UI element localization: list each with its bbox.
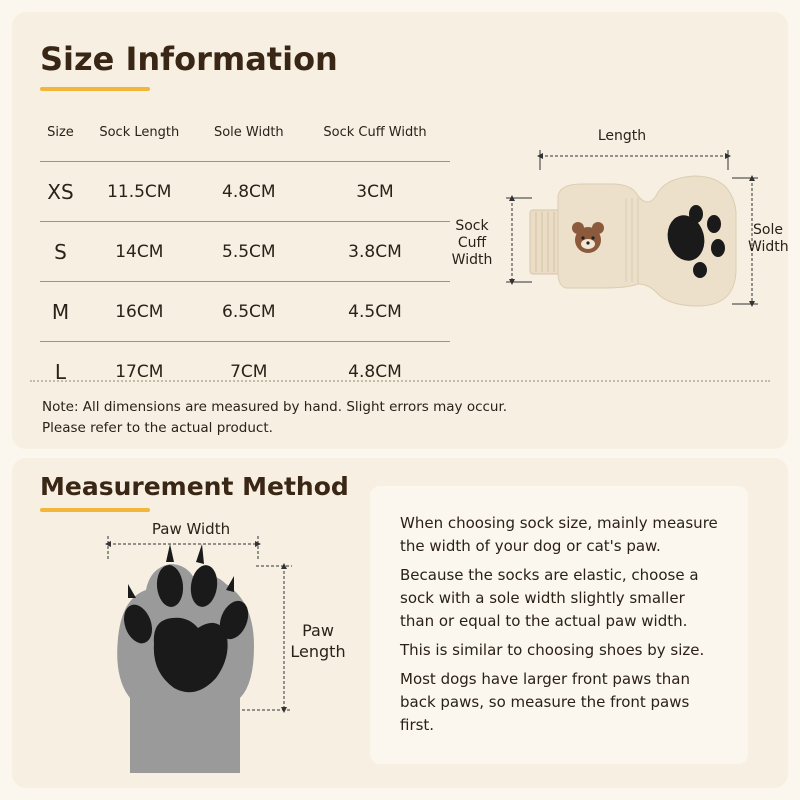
- instruction-paragraph: When choosing sock size, mainly measure the width of your dog or cat's paw.: [400, 514, 718, 555]
- cell-cuff-width: 4.8CM: [348, 361, 402, 382]
- table-row: [40, 162, 450, 222]
- column-header-sock-length: Sock Length: [81, 104, 198, 162]
- size-information-panel: [12, 12, 788, 449]
- cuff-label-line: Cuff: [457, 235, 487, 251]
- table-row: [40, 282, 450, 342]
- cell-cuff-width: 4.5CM: [300, 282, 450, 342]
- paw-length-label-line: Paw: [302, 621, 334, 640]
- sole-label-line: Width: [748, 239, 789, 255]
- size-information-title: Size Information: [40, 40, 338, 78]
- sole-width-label: [748, 222, 788, 256]
- note-text: [42, 397, 507, 439]
- cuff-label-line: Width: [451, 252, 493, 268]
- note-line: Please refer to the actual product.: [42, 420, 273, 436]
- measurement-instructions: [400, 512, 720, 743]
- column-header-cuff-width: Sock Cuff Width: [300, 104, 450, 162]
- column-header-sole-width: Sole Width: [198, 104, 300, 162]
- sock-illustration: [530, 176, 736, 306]
- length-label: Length: [597, 128, 647, 144]
- cell-sock-length: 14CM: [81, 222, 198, 282]
- instruction-paragraph: Because the socks are elastic, choose a sock with a sole width slightly smaller than or equal to the actual paw width.: [400, 566, 699, 630]
- sole-label-line: Sole: [753, 222, 783, 238]
- dotted-divider: [30, 380, 770, 382]
- instruction-paragraph: Most dogs have larger front paws than back paws, so measure the front paws first.: [400, 670, 691, 734]
- title-underline: [40, 87, 150, 91]
- instruction-paragraph: This is similar to choosing shoes by size.: [400, 641, 705, 659]
- measurement-instructions-card: [370, 486, 748, 764]
- cuff-width-label: [450, 218, 494, 269]
- paw-illustration: [117, 544, 254, 773]
- cell-sole-width: 5.5CM: [198, 222, 300, 282]
- table-header-row: [40, 104, 450, 162]
- cell-sole-width: 4.8CM: [198, 162, 300, 222]
- cell-size: M: [40, 282, 81, 342]
- column-header-size: Size: [40, 104, 81, 162]
- size-table: [40, 104, 450, 401]
- measurement-method-panel: [12, 458, 788, 788]
- cuff-label-line: Sock: [455, 218, 489, 234]
- cell-size: XS: [40, 162, 81, 222]
- measurement-method-title: Measurement Method: [40, 472, 349, 501]
- paw-length-label: [288, 620, 348, 662]
- cell-cuff-width: 3CM: [300, 162, 450, 222]
- paw-length-label-line: Length: [290, 642, 346, 661]
- cell-sock-length: 17CM: [115, 361, 164, 382]
- table-row: [40, 342, 450, 402]
- cell-size: L: [54, 359, 67, 384]
- cell-cuff-width: 3.8CM: [300, 222, 450, 282]
- note-line: Note: All dimensions are measured by hand. Slight errors may occur.: [42, 399, 508, 415]
- paw-width-label: Paw Width: [151, 520, 231, 538]
- cell-sole-width: 6.5CM: [198, 282, 300, 342]
- cell-sock-length: 11.5CM: [81, 162, 198, 222]
- table-row: [40, 222, 450, 282]
- cell-sock-length: 16CM: [81, 282, 198, 342]
- cell-sole-width: 7CM: [230, 361, 268, 382]
- title-underline: [40, 508, 150, 512]
- cell-size: S: [40, 222, 81, 282]
